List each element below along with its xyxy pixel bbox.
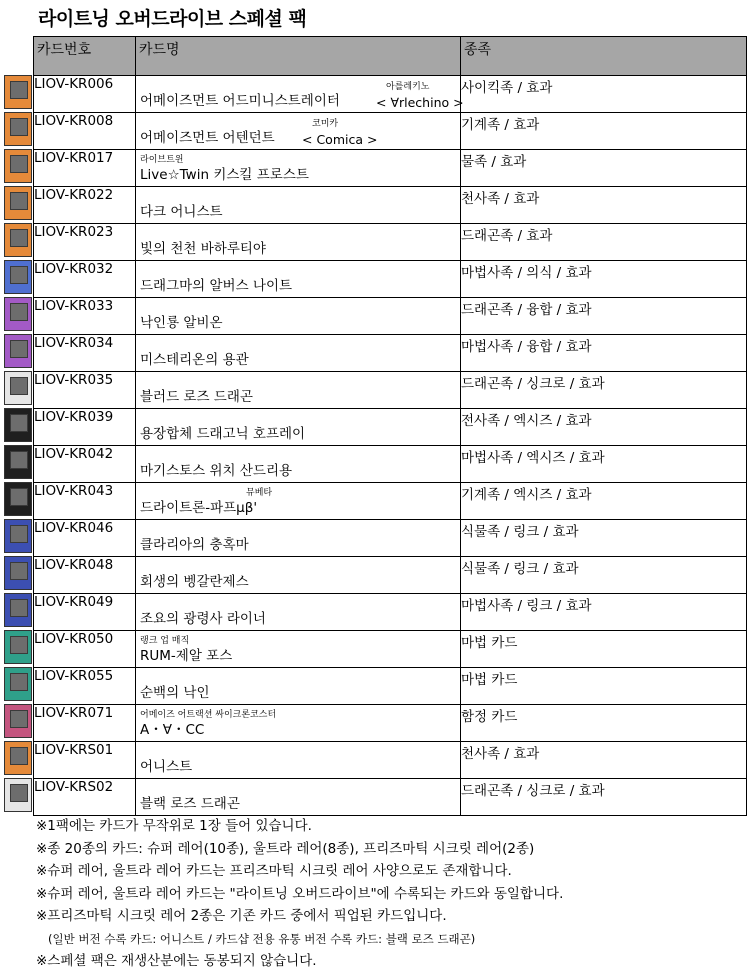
table-row bbox=[34, 520, 747, 557]
card-name: 블랙 로즈 드래곤 bbox=[140, 796, 240, 812]
card-name-cell bbox=[136, 261, 461, 298]
header-card-name: 카드명 bbox=[136, 37, 461, 76]
table-row bbox=[34, 446, 747, 483]
card-number: LIOV-KR032 bbox=[34, 261, 136, 298]
card-thumbnail bbox=[4, 741, 32, 775]
table-row bbox=[34, 298, 747, 335]
card-name-ruby: 코미카 bbox=[312, 119, 339, 129]
card-number: LIOV-KR055 bbox=[34, 668, 136, 705]
note-line: ※슈퍼 레어, 울트라 레어 카드는 프리즈마틱 시크릿 레어 사양으로도 존재합니다. bbox=[36, 863, 512, 879]
card-name-ruby: 어메이즈 어트랙션 싸이크론코스터 bbox=[140, 710, 277, 720]
card-type: 드래곤족 / 효과 bbox=[461, 224, 747, 261]
card-name: 조요의 광령사 라이너 bbox=[140, 611, 266, 627]
card-art-icon bbox=[10, 377, 28, 395]
card-type: 식물족 / 링크 / 효과 bbox=[461, 520, 747, 557]
card-name: 다크 어니스트 bbox=[140, 204, 223, 220]
card-number: LIOV-KR022 bbox=[34, 187, 136, 224]
card-art-icon bbox=[10, 192, 28, 210]
card-type: 전사족 / 엑시즈 / 효과 bbox=[461, 409, 747, 446]
card-number: LIOV-KR008 bbox=[34, 113, 136, 150]
card-art-icon bbox=[10, 747, 28, 765]
card-number: LIOV-KR035 bbox=[34, 372, 136, 409]
card-thumbnail bbox=[4, 186, 32, 220]
card-number: LIOV-KR017 bbox=[34, 150, 136, 187]
card-name-cell bbox=[136, 557, 461, 594]
card-thumbnail bbox=[4, 408, 32, 442]
card-thumbnail bbox=[4, 371, 32, 405]
card-name-subtitle: < Comica > bbox=[302, 132, 378, 147]
card-name-cell bbox=[136, 298, 461, 335]
card-art-icon bbox=[10, 155, 28, 173]
card-name-ruby: 라이브트윈 bbox=[140, 155, 184, 165]
card-number: LIOV-KR071 bbox=[34, 705, 136, 742]
card-name-ruby: 랭크 업 매직 bbox=[140, 636, 190, 646]
card-type: 천사족 / 효과 bbox=[461, 742, 747, 779]
card-name: 회생의 벵갈란제스 bbox=[140, 574, 249, 590]
card-type: 기계족 / 효과 bbox=[461, 113, 747, 150]
card-name-cell bbox=[136, 409, 461, 446]
card-type: 마법사족 / 의식 / 효과 bbox=[461, 261, 747, 298]
table-row bbox=[34, 113, 747, 150]
header-card-number: 카드번호 bbox=[34, 37, 136, 76]
card-name: 드래그마의 알버스 나이트 bbox=[140, 278, 293, 294]
card-type: 천사족 / 효과 bbox=[461, 187, 747, 224]
card-number: LIOV-KR050 bbox=[34, 631, 136, 668]
card-thumbnail bbox=[4, 297, 32, 331]
card-type: 드래곤족 / 싱크로 / 효과 bbox=[461, 779, 747, 816]
card-name-cell bbox=[136, 76, 464, 113]
card-art-icon bbox=[10, 710, 28, 728]
card-name-cell bbox=[136, 779, 461, 816]
note-line: ※1팩에는 카드가 무작위로 1장 들어 있습니다. bbox=[36, 818, 312, 834]
table-row bbox=[34, 261, 747, 298]
card-name: RUM-제알 포스 bbox=[140, 648, 233, 664]
table-row bbox=[34, 187, 747, 224]
card-type: 마법사족 / 엑시즈 / 효과 bbox=[461, 446, 747, 483]
card-thumbnail bbox=[4, 667, 32, 701]
card-thumbnail bbox=[4, 149, 32, 183]
card-art-icon bbox=[10, 525, 28, 543]
card-thumbnail bbox=[4, 223, 32, 257]
card-name-cell bbox=[136, 483, 461, 520]
card-type: 마법 카드 bbox=[461, 631, 747, 668]
card-thumbnail bbox=[4, 334, 32, 368]
table-row bbox=[34, 372, 747, 409]
card-art-icon bbox=[10, 266, 28, 284]
card-number: LIOV-KR043 bbox=[34, 483, 136, 520]
card-name: 클라리아의 충혹마 bbox=[140, 537, 249, 553]
card-thumbnail bbox=[4, 112, 32, 146]
table-row bbox=[34, 483, 747, 520]
table-row bbox=[34, 335, 747, 372]
card-thumbnail bbox=[4, 778, 32, 812]
card-type: 물족 / 효과 bbox=[461, 150, 747, 187]
card-name-cell bbox=[136, 187, 461, 224]
card-name-cell bbox=[136, 705, 461, 742]
card-thumbnail bbox=[4, 445, 32, 479]
card-thumbnail bbox=[4, 75, 32, 109]
card-thumbnail bbox=[4, 482, 32, 516]
card-name-cell bbox=[136, 113, 461, 150]
card-art-icon bbox=[10, 673, 28, 691]
card-number: LIOV-KR039 bbox=[34, 409, 136, 446]
card-type: 드래곤족 / 융합 / 효과 bbox=[461, 298, 747, 335]
page-title: 라이트닝 오버드라이브 스페셜 팩 bbox=[38, 8, 307, 30]
card-name-cell bbox=[136, 594, 461, 631]
card-name-cell bbox=[136, 372, 461, 409]
note-line: ※슈퍼 레어, 울트라 레어 카드는 "라이트닝 오버드라이브"에 수록되는 카드와 동일합니다. bbox=[36, 885, 564, 902]
card-name: 마기스토스 위치 산드리용 bbox=[140, 463, 293, 479]
card-number: LIOV-KR042 bbox=[34, 446, 136, 483]
card-number: LIOV-KR006 bbox=[34, 76, 136, 113]
card-name: Live☆Twin 키스킬 프로스트 bbox=[140, 167, 309, 183]
card-name: 낙인룡 알비온 bbox=[140, 315, 223, 331]
card-list-table bbox=[33, 36, 747, 816]
card-thumbnail bbox=[4, 630, 32, 664]
card-number: LIOV-KR023 bbox=[34, 224, 136, 261]
card-art-icon bbox=[10, 303, 28, 321]
table-header-row bbox=[34, 37, 747, 76]
card-name-subtitle: < ∀rlechino > bbox=[376, 95, 464, 110]
notes-section bbox=[36, 815, 563, 973]
header-card-type: 종족 bbox=[461, 37, 747, 76]
card-name-ruby: 아를레키노 bbox=[386, 82, 430, 92]
card-type: 마법사족 / 융합 / 효과 bbox=[461, 335, 747, 372]
card-thumbnail bbox=[4, 704, 32, 738]
card-art-icon bbox=[10, 488, 28, 506]
card-name: 어메이즈먼트 어드미니스트레이터 bbox=[140, 93, 340, 109]
card-number: LIOV-KR049 bbox=[34, 594, 136, 631]
table-row bbox=[34, 742, 747, 779]
table-row bbox=[34, 705, 747, 742]
card-number: LIOV-KRS01 bbox=[34, 742, 136, 779]
card-name: 용장합체 드래고닉 호프레이 bbox=[140, 426, 306, 442]
card-name-cell bbox=[136, 742, 461, 779]
card-name: 순백의 낙인 bbox=[140, 685, 210, 701]
card-art-icon bbox=[10, 340, 28, 358]
note-line: ※프리즈마틱 시크릿 레어 2종은 기존 카드 중에서 픽업된 카드입니다. bbox=[36, 908, 447, 924]
card-name-cell bbox=[136, 668, 461, 705]
card-name-cell bbox=[136, 520, 461, 557]
card-name-ruby: 뮤베타 bbox=[246, 488, 273, 498]
card-name-cell bbox=[136, 150, 461, 187]
card-type: 기계족 / 엑시즈 / 효과 bbox=[461, 483, 747, 520]
card-name: 어메이즈먼트 어텐던트 bbox=[140, 130, 275, 146]
card-number: LIOV-KR046 bbox=[34, 520, 136, 557]
card-art-icon bbox=[10, 81, 28, 99]
card-art-icon bbox=[10, 599, 28, 617]
card-name: 미스테리온의 용관 bbox=[140, 352, 249, 368]
card-type: 식물족 / 링크 / 효과 bbox=[461, 557, 747, 594]
card-name-cell bbox=[136, 631, 461, 668]
card-name-cell bbox=[136, 446, 461, 483]
table-row bbox=[34, 668, 747, 705]
card-thumbnail bbox=[4, 593, 32, 627]
card-type: 함정 카드 bbox=[461, 705, 747, 742]
card-art-icon bbox=[10, 562, 28, 580]
note-subline: (일반 버전 수록 카드: 어니스트 / 카드샵 전용 유통 버전 수록 카드: 블랙 로즈 드래곤) bbox=[48, 931, 476, 946]
card-thumbnail bbox=[4, 519, 32, 553]
table-row bbox=[34, 779, 747, 816]
note-line: ※종 20종의 카드: 슈퍼 레어(10종), 울트라 레어(8종), 프리즈마틱 시크릿 레어(2종) bbox=[36, 840, 535, 857]
card-number: LIOV-KR048 bbox=[34, 557, 136, 594]
card-art-icon bbox=[10, 784, 28, 802]
card-art-icon bbox=[10, 414, 28, 432]
card-art-icon bbox=[10, 636, 28, 654]
card-type: 사이킥족 / 효과 bbox=[461, 76, 747, 113]
card-number: LIOV-KRS02 bbox=[34, 779, 136, 816]
table-row bbox=[34, 557, 747, 594]
card-name: 드라이트론-파프μβ' bbox=[140, 500, 258, 516]
table-row bbox=[34, 224, 747, 261]
card-number: LIOV-KR033 bbox=[34, 298, 136, 335]
table-row bbox=[34, 150, 747, 187]
card-art-icon bbox=[10, 229, 28, 247]
table-row bbox=[34, 594, 747, 631]
card-name: 블러드 로즈 드래곤 bbox=[140, 389, 253, 405]
card-thumbnail bbox=[4, 260, 32, 294]
card-name: A・∀・CC bbox=[140, 722, 205, 738]
table-row bbox=[34, 631, 747, 668]
table-row bbox=[34, 409, 747, 446]
card-thumbnail bbox=[4, 556, 32, 590]
card-name: 빛의 천천 바하루티야 bbox=[140, 241, 266, 257]
table-row bbox=[34, 76, 747, 113]
card-type: 마법사족 / 링크 / 효과 bbox=[461, 594, 747, 631]
card-art-icon bbox=[10, 451, 28, 469]
card-art-icon bbox=[10, 118, 28, 136]
card-type: 마법 카드 bbox=[461, 668, 747, 705]
card-number: LIOV-KR034 bbox=[34, 335, 136, 372]
card-type: 드래곤족 / 싱크로 / 효과 bbox=[461, 372, 747, 409]
note-line: ※스페셜 팩은 재생산분에는 동봉되지 않습니다. bbox=[36, 953, 317, 969]
card-name-cell bbox=[136, 224, 461, 261]
card-name: 어니스트 bbox=[140, 759, 193, 775]
card-name-cell bbox=[136, 335, 461, 372]
